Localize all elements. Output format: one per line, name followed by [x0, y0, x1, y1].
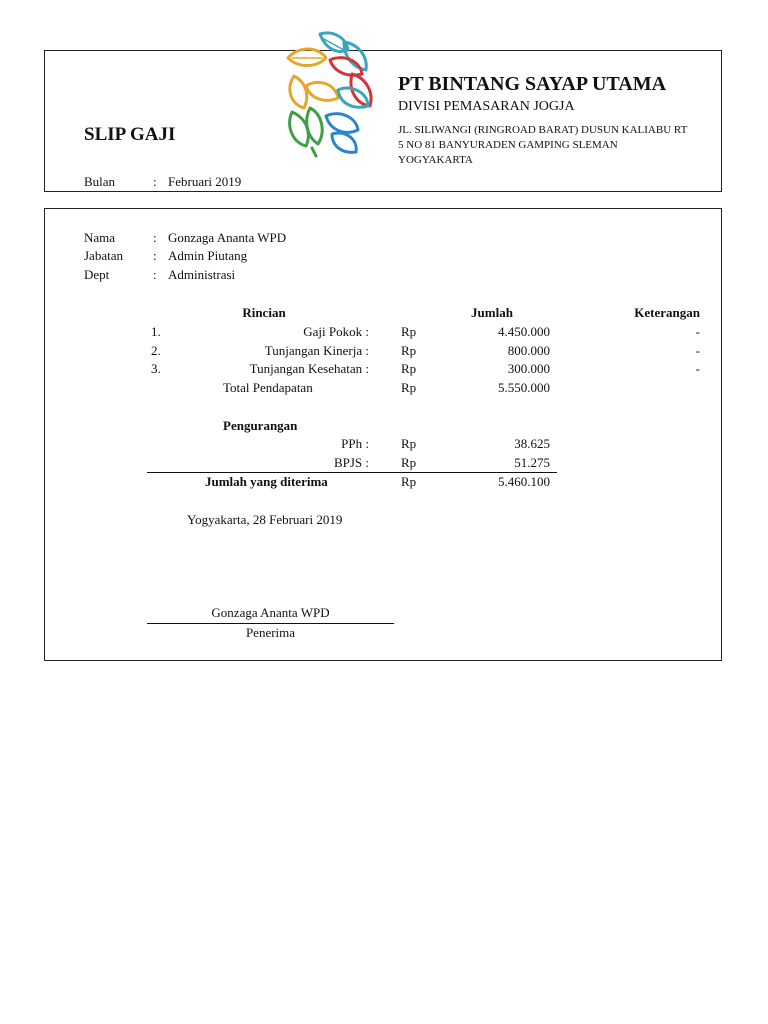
slip-title: SLIP GAJI: [84, 124, 176, 145]
item-2-amount: 800.000: [507, 343, 550, 358]
deduction-pph-amount: 38.625: [514, 436, 550, 451]
month-colon: :: [153, 174, 157, 189]
signer-role: Penerima: [245, 625, 296, 640]
item-3-note: -: [695, 361, 700, 376]
item-2-label: Tunjangan Kinerja :: [264, 343, 369, 358]
net-amount: 5.460.100: [498, 474, 550, 489]
net-currency: Rp: [401, 474, 417, 489]
deduction-bpjs-amount: 51.275: [514, 455, 550, 470]
item-2-note: -: [695, 343, 700, 358]
deduction-pph-label: PPh :: [341, 436, 369, 451]
net-divider: [147, 472, 557, 473]
total-label: Total Pendapatan: [223, 380, 313, 395]
name-value: Gonzaga Ananta WPD: [168, 230, 287, 245]
total-currency: Rp: [401, 380, 417, 395]
item-2-number: 2.: [151, 343, 161, 358]
col-rincian-header: Rincian: [242, 305, 286, 320]
address-line-2: 5 NO 81 BANYURADEN GAMPING SLEMAN: [398, 139, 618, 151]
col-jumlah-header: Jumlah: [471, 305, 513, 320]
address-line-3: YOGYAKARTA: [398, 154, 473, 166]
position-label: Jabatan: [84, 248, 123, 263]
deduction-bpjs-label: BPJS :: [333, 455, 369, 470]
item-3-amount: 300.000: [507, 361, 550, 376]
item-1-amount: 4.450.000: [498, 324, 550, 339]
net-label: Jumlah yang diterima: [205, 474, 328, 489]
deduction-bpjs-currency: Rp: [401, 455, 417, 470]
total-amount: 5.550.000: [498, 380, 550, 395]
body-box: [44, 208, 722, 661]
signer-name: Gonzaga Ananta WPD: [211, 605, 330, 620]
signature-line: [147, 623, 394, 624]
deductions-title: Pengurangan: [223, 418, 298, 433]
item-3-currency: Rp: [401, 361, 417, 376]
item-1-label: Gaji Pokok :: [303, 324, 369, 339]
place-date: Yogyakarta, 28 Februari 2019: [187, 512, 343, 527]
dept-value: Administrasi: [168, 267, 236, 282]
month-value: Februari 2019: [168, 174, 242, 189]
item-1-note: -: [695, 324, 700, 339]
item-2-currency: Rp: [401, 343, 417, 358]
name-label: Nama: [84, 230, 116, 245]
item-3-number: 3.: [151, 361, 161, 376]
deduction-pph-currency: Rp: [401, 436, 417, 451]
company-logo-icon: [282, 30, 374, 158]
month-label: Bulan: [84, 174, 116, 189]
dept-colon: :: [153, 267, 157, 282]
position-colon: :: [153, 248, 157, 263]
company-name: PT BINTANG SAYAP UTAMA: [398, 73, 667, 95]
dept-label: Dept: [84, 267, 110, 282]
item-3-label: Tunjangan Kesehatan :: [249, 361, 369, 376]
division-name: DIVISI PEMASARAN JOGJA: [398, 99, 575, 114]
item-1-number: 1.: [151, 324, 161, 339]
name-colon: :: [153, 230, 157, 245]
item-1-currency: Rp: [401, 324, 417, 339]
position-value: Admin Piutang: [168, 248, 248, 263]
address-line-1: JL. SILIWANGI (RINGROAD BARAT) DUSUN KALIABU RT: [398, 124, 688, 136]
col-keterangan-header: Keterangan: [634, 305, 700, 320]
